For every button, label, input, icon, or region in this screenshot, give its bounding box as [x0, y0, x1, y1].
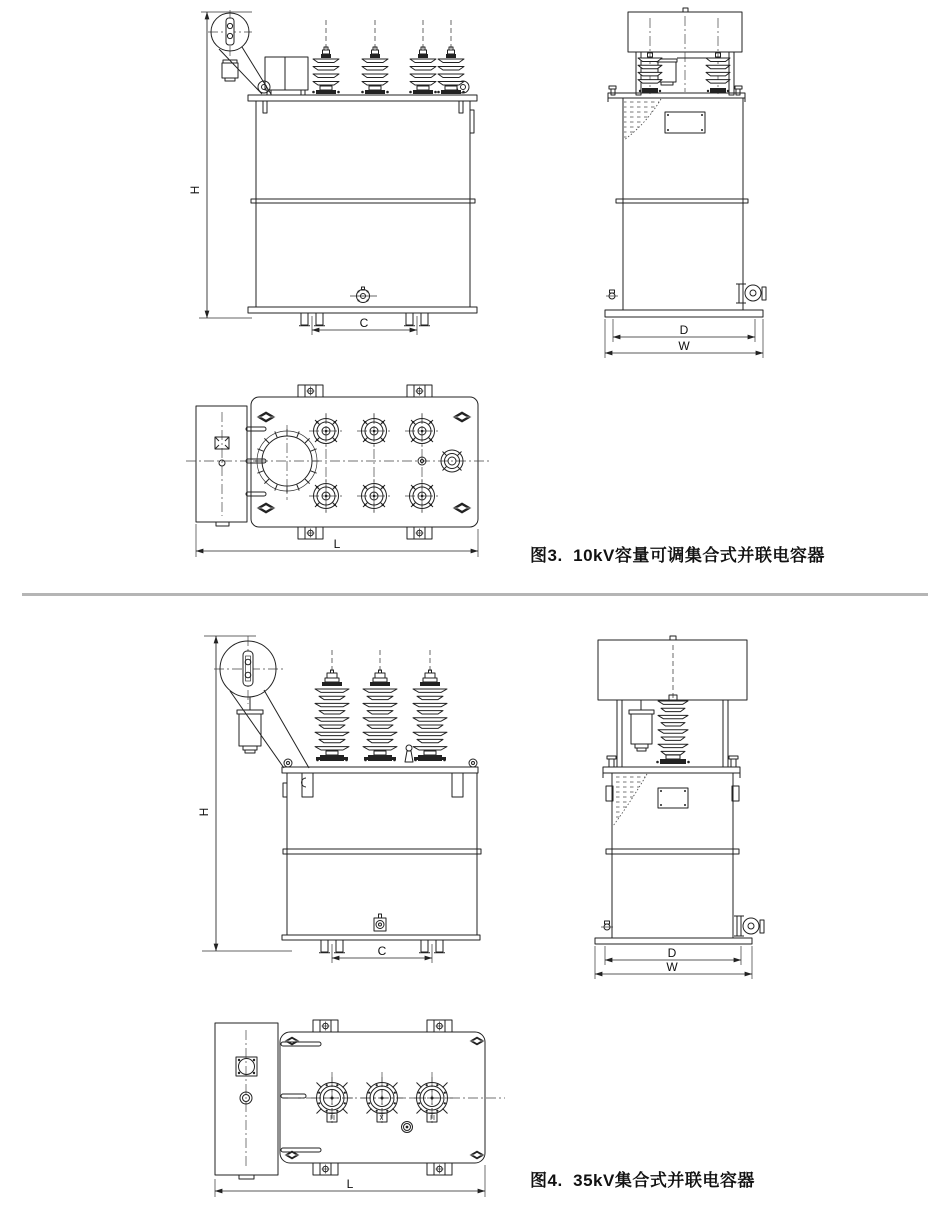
fig3-front-view [188, 10, 477, 335]
fig4-detail-callout [214, 636, 309, 768]
fig4-dim-c: C [377, 944, 387, 958]
fig4-oil-vessel [237, 697, 263, 753]
fig3-junction-box [265, 57, 308, 90]
fig3-dim-c: C [359, 316, 369, 330]
fig4-side-lid [603, 767, 740, 773]
fig3-side-tank [623, 98, 743, 310]
fig3-dim-l: L [333, 537, 341, 551]
fig3-oil-vessel [222, 60, 238, 81]
fig3-tank-body [256, 101, 470, 307]
fig4-nameplate [658, 788, 688, 808]
fig4-side-valve [734, 916, 764, 936]
fig3-side-small-valve [606, 290, 618, 299]
fig4-side-oil-vessel [629, 700, 654, 751]
fig3-top-tank [251, 397, 478, 527]
fig4-hanger-brackets [302, 773, 464, 797]
fig4-dim-d: D [667, 946, 677, 960]
fig3-drain-valve [350, 287, 377, 303]
fig3-dim-w: W [678, 339, 690, 353]
fig3-side-lid [608, 93, 745, 98]
fig4-tank-lid [282, 767, 478, 773]
fig4-dim-l: L [346, 1177, 354, 1191]
fig3-dim-d: D [679, 323, 689, 337]
fig4-top-view [215, 1020, 505, 1197]
fig4-front-view [197, 636, 481, 963]
section-divider [22, 593, 928, 596]
fig4-side-small-valve [601, 921, 613, 930]
fig4-drain-valve [374, 914, 386, 931]
fig3-dim-h: H [188, 185, 202, 195]
fig3-tank-lid [248, 95, 477, 101]
fig4-lid-vent [405, 745, 413, 762]
fig3-top-cabinet [196, 406, 247, 522]
fig3-top-view [186, 385, 492, 557]
fig4-dim-w: W [666, 960, 678, 974]
fig3-side-view [605, 8, 766, 358]
fig3-side-valve [736, 284, 766, 303]
fig4-top-cabinet [215, 1023, 278, 1175]
fig4-side-view [595, 636, 764, 979]
figure4-caption: 图4. 35kV集合式并联电容器 [530, 1171, 755, 1190]
fig4-dim-h: H [197, 807, 211, 817]
figure3-caption: 图3. 10kV容量可调集合式并联电容器 [530, 546, 825, 565]
fig3-nameplate [665, 112, 705, 133]
